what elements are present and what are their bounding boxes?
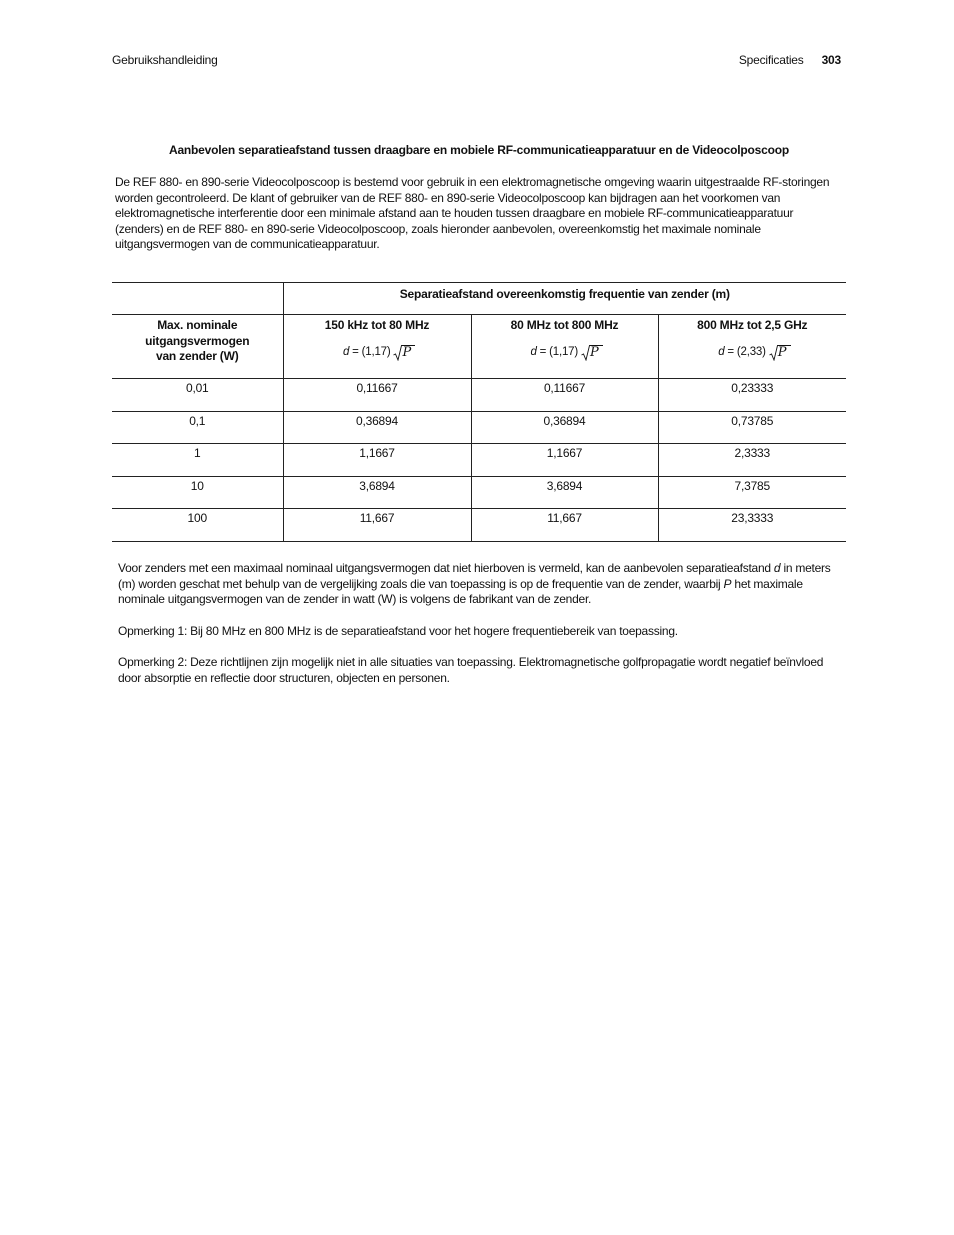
table-group-header: Separatieafstand overeenkomstig frequentie van zender (m) <box>283 283 846 315</box>
row-header-cell <box>112 315 283 379</box>
table-corner-cell <box>112 283 283 315</box>
formula-radicand: P <box>777 344 787 360</box>
distance-cell: 23,3333 <box>658 509 846 542</box>
paragraph-text: het maximale nominale uitgangsvermogen van de zender in watt (W) is volgens de fabrikant van de zender. <box>118 576 803 606</box>
distance-cell: 2,3333 <box>658 444 846 477</box>
distance-cell: 11,667 <box>471 509 658 542</box>
table-row <box>112 411 846 444</box>
column-header-label: 150 kHz tot 80 MHz <box>324 318 430 332</box>
table-row <box>112 476 846 509</box>
distance-cell: 0,36894 <box>283 411 471 444</box>
column-header-800mhz-2-5ghz <box>658 315 846 379</box>
row-header-line: van zender (W) <box>155 349 239 363</box>
power-cell: 0,01 <box>112 379 283 412</box>
variable-p: P <box>723 576 732 591</box>
distance-cell: 0,23333 <box>658 379 846 412</box>
power-cell: 0,1 <box>112 411 283 444</box>
note-2: Opmerking 2: Deze richtlijnen zijn mogelijk niet in alle situaties van toepassing. Elektromagnetische golfpropagatie wordt negatief beïnvloed door absorptie en reflectie door structuren, objecten en personen. <box>118 655 824 685</box>
distance-cell: 1,1667 <box>471 444 658 477</box>
table-column-header-row <box>112 315 846 379</box>
formula-coefficient: = (1,17) <box>349 345 394 358</box>
distance-cell: 11,667 <box>283 509 471 542</box>
column-header-label: 800 MHz tot 2,5 GHz <box>697 318 808 332</box>
distance-formula <box>284 345 471 361</box>
row-header-line: uitgangsvermogen <box>145 333 250 348</box>
distance-cell: 0,11667 <box>471 379 658 412</box>
distance-cell: 1,1667 <box>283 444 471 477</box>
row-header-line: Max. nominale <box>157 318 238 332</box>
square-root-symbol <box>393 346 411 360</box>
power-cell: 1 <box>112 444 283 477</box>
distance-formula <box>659 345 847 361</box>
square-root-symbol <box>581 346 599 360</box>
running-header-section: Specificaties <box>738 53 804 67</box>
paragraph-text: in meters (m) worden geschat met behulp van de vergelijking zoals die van toepassing is op de frequentie van de zender, waarbij <box>118 561 831 591</box>
variable-d: d <box>773 561 781 575</box>
notes-section <box>118 561 844 702</box>
square-root-symbol <box>769 346 787 360</box>
formula-coefficient: = (2,33) <box>724 345 769 358</box>
column-header-150khz-80mhz <box>283 315 471 379</box>
distance-formula <box>472 345 658 361</box>
distance-cell: 0,36894 <box>471 411 658 444</box>
separation-distance-table <box>112 282 846 542</box>
table-row <box>112 444 846 477</box>
column-header-80mhz-800mhz <box>471 315 658 379</box>
note-1: Opmerking 1: Bij 80 MHz en 800 MHz is de separatieafstand voor het hogere frequentiebereik van toepassing. <box>118 623 678 638</box>
distance-cell: 0,11667 <box>283 379 471 412</box>
distance-cell: 0,73785 <box>658 411 846 444</box>
formula-explanation-paragraph <box>118 561 844 608</box>
formula-variable: d <box>530 345 537 358</box>
table-group-header-row <box>112 283 846 315</box>
table-row <box>112 509 846 542</box>
distance-cell: 3,6894 <box>283 476 471 509</box>
column-header-label: 80 MHz tot 800 MHz <box>510 318 619 332</box>
page-number: 303 <box>821 53 841 67</box>
formula-variable: d <box>342 345 350 358</box>
formula-coefficient: = (1,17) <box>536 345 581 358</box>
distance-cell: 7,3785 <box>658 476 846 509</box>
power-cell: 100 <box>112 509 283 542</box>
distance-cell: 3,6894 <box>471 476 658 509</box>
paragraph-text: Voor zenders met een maximaal nominaal uitgangsvermogen dat niet hierboven is vermeld, kan de aanbevolen separatieafstand <box>118 561 774 575</box>
formula-radicand: P <box>589 344 599 360</box>
running-header-right <box>739 53 841 67</box>
formula-variable: d <box>718 345 725 358</box>
power-cell: 10 <box>112 476 283 509</box>
running-header-title: Gebruikshandleiding <box>112 53 218 67</box>
formula-radicand: P <box>402 344 412 360</box>
table-title: Aanbevolen separatieafstand tussen draagbare en mobiele RF-communicatieapparatuur en de Videocolposcoop <box>168 143 789 157</box>
intro-paragraph: De REF 880- en 890-serie Videocolposcoop is bestemd voor gebruik in een elektromagnetische omgeving waarin uitgestraalde RF-storingen worden gecontroleerd. De klant of gebruiker van de REF 880- en 890-serie Videocolposcoop kan bijdragen aan het voorkomen van elektromagnetische interferentie door een minimale afstand aan te houden tussen draagbare en mobiele RF-communicatieapparatuur (zenders) en de REF 880- en 890-serie Videocolposcoop, zoals hieronder aanbevolen, overeenkomstig het maximale nominale uitgangsvermogen van de communicatieapparatuur. <box>115 175 830 251</box>
table-row <box>112 379 846 412</box>
